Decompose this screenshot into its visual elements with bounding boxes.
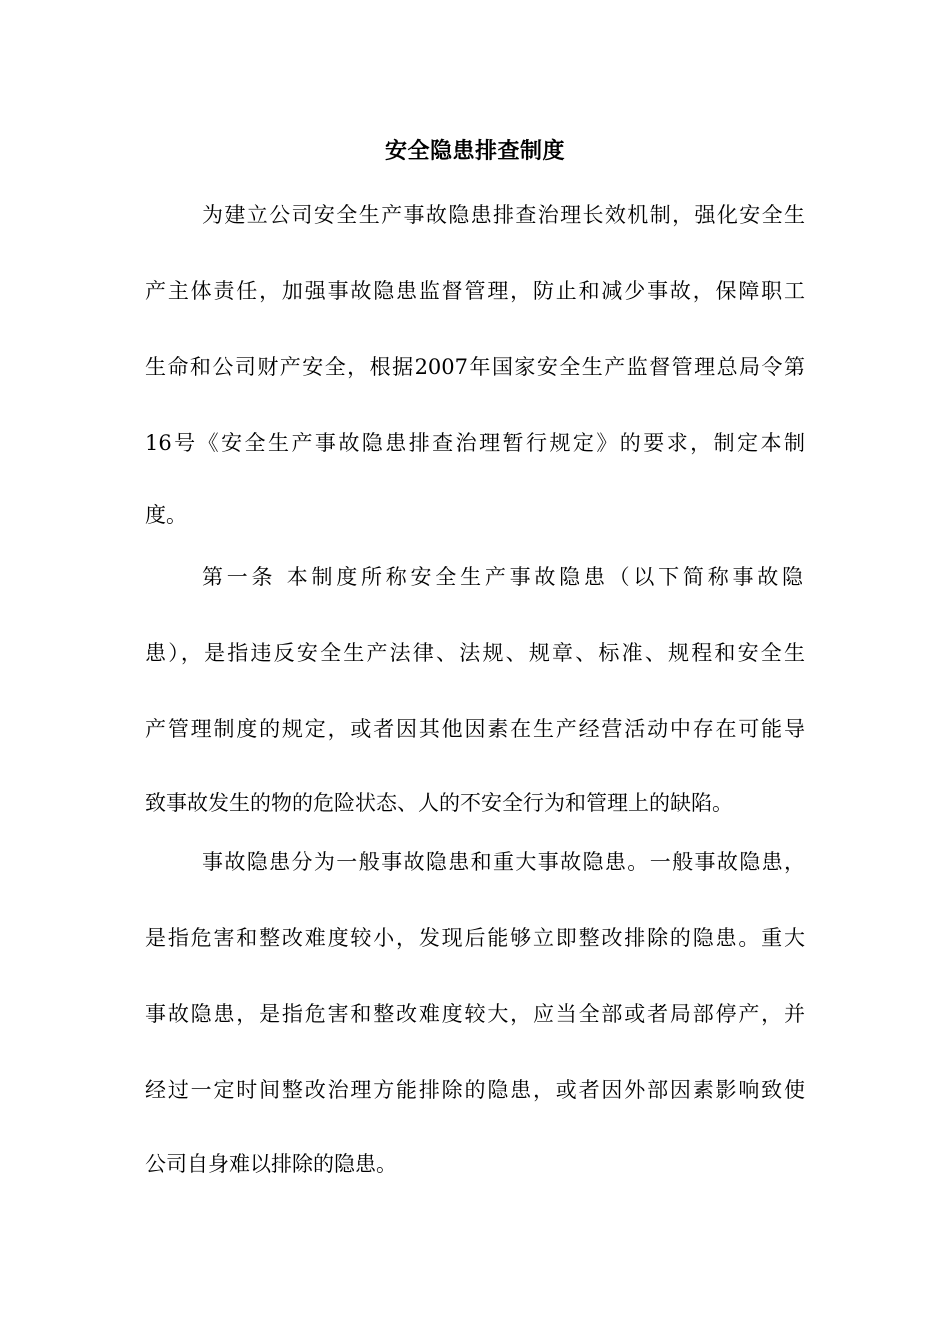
paragraph-line: 生命和公司财产安全，根据2007年国家安全生产监督管理总局令第 (145, 355, 805, 379)
paragraph-line: 是指危害和整改难度较小，发现后能够立即整改排除的隐患。重大 (145, 926, 805, 950)
paragraph-line: 度。 (145, 503, 187, 527)
paragraph-line: 事故隐患，是指危害和整改难度较大，应当全部或者局部停产，并 (145, 1002, 805, 1026)
paragraph-line: 第一条 本制度所称安全生产事故隐患（以下简称事故隐 (202, 565, 805, 589)
paragraph-line: 产管理制度的规定，或者因其他因素在生产经营活动中存在可能导 (145, 717, 805, 741)
paragraph-line: 患），是指违反安全生产法律、法规、规章、标准、规程和安全生 (145, 641, 805, 665)
paragraph-line: 经过一定时间整改治理方能排除的隐患，或者因外部因素影响致使 (145, 1078, 805, 1102)
paragraph-line: 产主体责任，加强事故隐患监督管理，防止和减少事故，保障职工 (145, 279, 805, 303)
document-title: 安全隐患排查制度 (384, 139, 565, 164)
paragraph-line: 为建立公司安全生产事故隐患排查治理长效机制，强化安全生 (202, 203, 805, 227)
paragraph-line: 公司自身难以排除的隐患。 (145, 1152, 397, 1176)
paragraph-line: 事故隐患分为一般事故隐患和重大事故隐患。一般事故隐患， (202, 850, 805, 874)
paragraph-line: 致事故发生的物的危险状态、人的不安全行为和管理上的缺陷。 (145, 791, 733, 815)
paragraph-line: 16号《安全生产事故隐患排查治理暂行规定》的要求，制定本制 (145, 431, 805, 455)
